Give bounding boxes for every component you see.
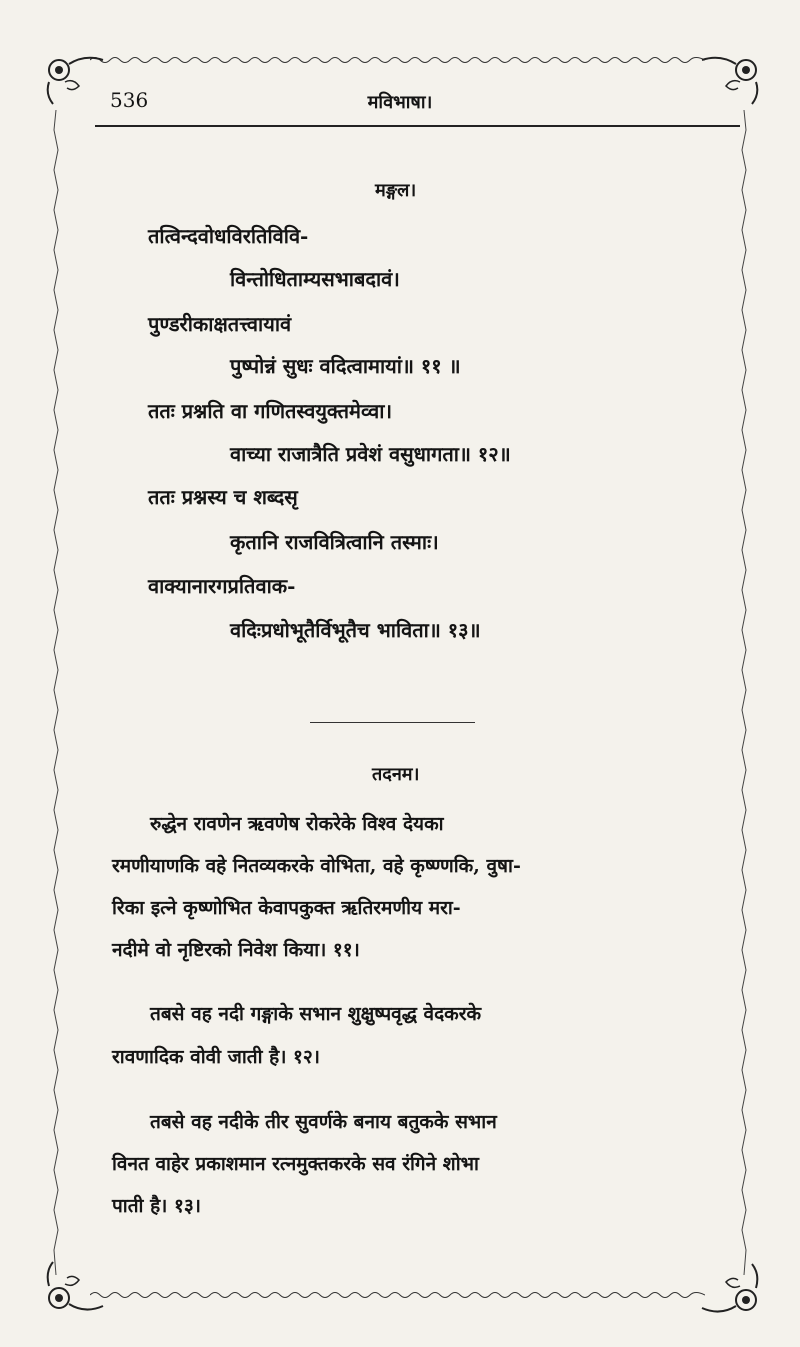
corner-ornament-top-left [45,52,105,107]
ornamental-border-right [740,110,748,1275]
commentary-line: पाती है। १३। [112,1195,201,1217]
commentary-line: रावणादिक वोवी जाती है। १२। [112,1046,320,1068]
commentary-heading: तदनम। [372,764,420,785]
commentary-line: रिका इत्ने कृष्णोभित केवापकुक्त ऋतिरमणीय मरा- [112,897,461,919]
verse-line: वदिःप्रधोभूतैर्विभूतैच भाविता॥ १३॥ [230,618,481,642]
verse-line: तत्विन्दवोधविरतिविवि- [148,224,309,248]
commentary-line: नदीमे वो नृष्टिरको निवेश किया। ११। [112,939,360,961]
ornamental-border-bottom [90,1290,705,1300]
verse-heading: मङ्गल। [375,180,417,201]
corner-ornament-bottom-left [45,1260,105,1315]
corner-ornament-bottom-right [700,1262,760,1317]
ornamental-border-top [90,55,705,65]
verse-line: ततः प्रश्नति वा गणितस्वयुक्तमेव्वा। [148,399,393,423]
section-divider [310,722,475,723]
verse-line: कृतानि राजवित्रित्वानि तस्माः। [230,530,439,554]
verse-line: वाच्या राजात्रैति प्रवेशं वसुधागता॥ १२॥ [230,442,511,466]
commentary-line: विनत वाहेर प्रकाशमान रत्नमुक्तकरके सव रंगिने शोभा [112,1153,479,1175]
commentary-line: रुद्धेन रावणेन ऋवणेष रोकरेके विश्व देयका [150,813,444,835]
running-title: मविभाषा। [367,92,433,113]
verse-line: पुण्डरीकाक्षतत्त्वायावं [148,312,292,336]
header-rule [95,125,740,127]
verse-line: पुष्पोन्नं सुधः वदित्वामायां॥ ११ ॥ [230,354,461,378]
corner-ornament-top-right [700,52,760,107]
commentary-line: रमणीयाणकि वहे नितव्यकरके वोभिता, वहे कृष्ण्णकि, वुषा- [112,855,521,877]
verse-line: ततः प्रश्नस्य च शब्दसृ [148,485,298,509]
page-number: 536 [110,88,149,112]
commentary-line: तबसे वह नदीके तीर सुवर्णके बनाय बतुकके सभान [150,1111,497,1133]
ornamental-border-left [52,110,60,1275]
verse-line: वाक्यानारगप्रतिवाक- [148,574,296,598]
verse-line: विन्तोधिताम्यसभाबदावं। [230,267,400,291]
commentary-line: तबसे वह नदी गङ्गाके सभान शुक्षुष्पवृद्ध वेदकरके [150,1003,482,1025]
